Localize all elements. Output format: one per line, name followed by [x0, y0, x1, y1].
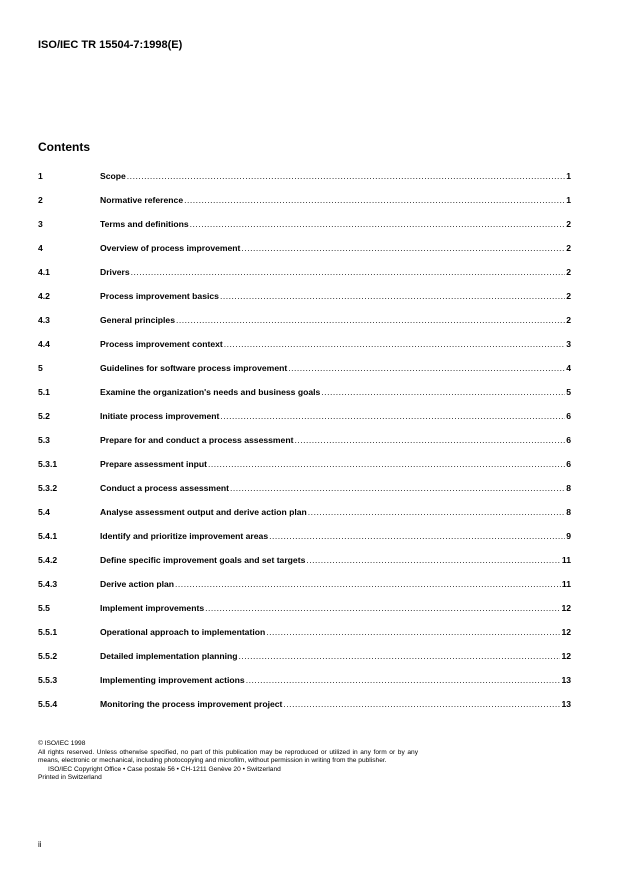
toc-entry-page[interactable]: 13 — [561, 699, 571, 709]
toc-entry-title[interactable]: Terms and definitions — [100, 219, 189, 229]
toc-dot-leader — [308, 507, 565, 517]
toc-entry-title[interactable]: Guidelines for software process improvement — [100, 363, 288, 373]
toc-entry[interactable] — [38, 476, 571, 500]
toc-entry-body — [100, 651, 571, 661]
toc-entry[interactable] — [38, 692, 571, 716]
toc-entry-page[interactable]: 12 — [561, 651, 571, 661]
toc-entry-page[interactable]: 8 — [566, 483, 571, 493]
toc-entry[interactable] — [38, 548, 571, 572]
toc-entry[interactable] — [38, 380, 571, 404]
toc-entry-number: 2 — [38, 195, 43, 205]
copyright-notice — [38, 740, 418, 783]
toc-entry-page[interactable]: 1 — [566, 195, 571, 205]
toc-entry-page[interactable]: 11 — [561, 579, 571, 589]
toc-entry-page[interactable]: 5 — [566, 387, 571, 397]
toc-entry-title[interactable]: Implement improvements — [100, 603, 205, 613]
toc-dot-leader — [239, 651, 561, 661]
toc-entry-page[interactable]: 2 — [566, 243, 571, 253]
toc-dot-leader — [269, 531, 565, 541]
toc-entry[interactable] — [38, 620, 571, 644]
toc-entry-page[interactable]: 11 — [561, 555, 571, 565]
toc-entry-title[interactable]: Prepare for and conduct a process assessment — [100, 435, 294, 445]
toc-dot-leader — [266, 627, 560, 637]
page-number: ii — [38, 840, 42, 849]
toc-dot-leader — [176, 315, 565, 325]
toc-entry-body — [100, 363, 571, 373]
toc-dot-leader — [220, 291, 565, 301]
toc-dot-leader — [184, 195, 565, 205]
toc-entry-title[interactable]: Initiate process improvement — [100, 411, 220, 421]
toc-dot-leader — [208, 459, 565, 469]
toc-entry-page[interactable]: 1 — [566, 171, 571, 181]
toc-entry-title[interactable]: Overview of process improvement — [100, 243, 241, 253]
toc-entry-number: 4.2 — [38, 291, 50, 301]
toc-entry-body — [100, 411, 571, 421]
toc-entry-number: 4.1 — [38, 267, 50, 277]
toc-entry-body — [100, 435, 571, 445]
toc-entry-body — [100, 195, 571, 205]
toc-entry-page[interactable]: 12 — [561, 627, 571, 637]
contents-heading: Contents — [38, 140, 90, 154]
toc-entry-number: 5.1 — [38, 387, 50, 397]
toc-entry-body — [100, 531, 571, 541]
toc-dot-leader — [224, 339, 565, 349]
toc-dot-leader — [131, 267, 566, 277]
toc-entry-page[interactable]: 2 — [566, 291, 571, 301]
toc-entry-number: 5.5.3 — [38, 675, 58, 685]
toc-entry-title[interactable]: Conduct a process assessment — [100, 483, 229, 493]
toc-entry-body — [100, 339, 571, 349]
toc-entry[interactable] — [38, 644, 571, 668]
toc-entry[interactable] — [38, 332, 571, 356]
rights-statement: All rights reserved. Unless otherwise specified, no part of this publication may be reproduced or utilized in any form or by any means, electronic or mechanical, including photocopying and microfilm, without permission in writing from the publisher. — [38, 748, 418, 765]
toc-entry-body — [100, 603, 571, 613]
toc-entry-page[interactable]: 8 — [566, 507, 571, 517]
copyright-line: © ISO/IEC 1998 — [38, 740, 86, 747]
toc-entry[interactable] — [38, 500, 571, 524]
toc-entry-title[interactable]: Derive action plan — [100, 579, 175, 589]
toc-entry-page[interactable]: 6 — [566, 459, 571, 469]
toc-entry-body — [100, 483, 571, 493]
toc-entry[interactable] — [38, 212, 571, 236]
toc-dot-leader — [283, 699, 560, 709]
toc-entry[interactable] — [38, 308, 571, 332]
toc-entry[interactable] — [38, 236, 571, 260]
toc-entry-number: 4.4 — [38, 339, 50, 349]
toc-entry-body — [100, 579, 571, 589]
toc-entry-page[interactable]: 4 — [566, 363, 571, 373]
toc-entry-number: 5.4 — [38, 507, 50, 517]
toc-entry[interactable] — [38, 524, 571, 548]
toc-entry-title[interactable]: Drivers — [100, 267, 130, 277]
toc-entry-number: 5.3.1 — [38, 459, 58, 469]
toc-dot-leader — [288, 363, 565, 373]
toc-entry[interactable] — [38, 428, 571, 452]
toc-entry-page[interactable]: 2 — [566, 219, 571, 229]
toc-entry-title[interactable]: General principles — [100, 315, 175, 325]
toc-entry[interactable] — [38, 572, 571, 596]
toc-entry-title[interactable]: Operational approach to implementation — [100, 627, 266, 637]
toc-dot-leader — [205, 603, 560, 613]
toc-entry-title[interactable]: Monitoring the process improvement project — [100, 699, 283, 709]
toc-entry-body — [100, 291, 571, 301]
toc-entry-number: 5.3.2 — [38, 483, 58, 493]
toc-entry-title[interactable]: Identify and prioritize improvement areas — [100, 531, 269, 541]
toc-entry-title[interactable]: Analyse assessment output and derive action plan — [100, 507, 307, 517]
toc-entry-body — [100, 267, 571, 277]
toc-entry[interactable] — [38, 164, 571, 188]
toc-entry-page[interactable]: 6 — [566, 435, 571, 445]
toc-entry-body — [100, 459, 571, 469]
toc-entry-page[interactable]: 2 — [566, 315, 571, 325]
toc-entry-body — [100, 243, 571, 253]
printed-in: Printed in Switzerland — [38, 774, 102, 782]
toc-entry-title[interactable]: Examine the organization's needs and business goals — [100, 387, 321, 397]
toc-entry-number: 4 — [38, 243, 43, 253]
toc-entry-number: 5 — [38, 363, 43, 373]
toc-entry-body — [100, 171, 571, 181]
toc-entry[interactable] — [38, 356, 571, 380]
toc-entry-number: 5.5 — [38, 603, 50, 613]
toc-entry-body — [100, 627, 571, 637]
toc-entry[interactable] — [38, 452, 571, 476]
toc-dot-leader — [294, 435, 565, 445]
toc-entry[interactable] — [38, 284, 571, 308]
toc-entry-page[interactable]: 13 — [561, 675, 571, 685]
toc-entry-number: 5.5.4 — [38, 699, 58, 709]
toc-entry-page[interactable]: 9 — [566, 531, 571, 541]
toc-entry-number: 5.5.2 — [38, 651, 58, 661]
toc-entry-body — [100, 555, 571, 565]
toc-entry-number: 3 — [38, 219, 43, 229]
toc-entry-body — [100, 387, 571, 397]
table-of-contents — [38, 164, 571, 716]
toc-entry-body — [100, 219, 571, 229]
toc-entry-number: 4.3 — [38, 315, 50, 325]
toc-entry-title[interactable]: Scope — [100, 171, 126, 181]
toc-dot-leader — [190, 219, 566, 229]
toc-entry-page[interactable]: 6 — [566, 411, 571, 421]
toc-entry-title[interactable]: Detailed implementation planning — [100, 651, 238, 661]
toc-entry-number: 5.4.2 — [38, 555, 58, 565]
toc-entry[interactable] — [38, 188, 571, 212]
toc-entry-number: 1 — [38, 171, 43, 181]
toc-entry-title[interactable]: Define specific improvement goals and set targets — [100, 555, 306, 565]
toc-entry-title[interactable]: Process improvement context — [100, 339, 223, 349]
toc-entry-title[interactable]: Prepare assessment input — [100, 459, 207, 469]
toc-dot-leader — [321, 387, 565, 397]
toc-entry[interactable] — [38, 596, 571, 620]
toc-entry-number: 5.4.1 — [38, 531, 58, 541]
copyright-office-address: ISO/IEC Copyright Office • Case postale 56 • CH-1211 Genève 20 • Switzerland — [48, 765, 281, 773]
toc-entry-number: 5.2 — [38, 411, 50, 421]
toc-entry-number: 5.3 — [38, 435, 50, 445]
document-identifier: ISO/IEC TR 15504-7:1998(E) — [38, 39, 183, 51]
toc-entry[interactable] — [38, 404, 571, 428]
toc-dot-leader — [127, 171, 565, 181]
toc-entry-body — [100, 699, 571, 709]
toc-entry-page[interactable]: 2 — [566, 267, 571, 277]
toc-entry-title[interactable]: Normative reference — [100, 195, 184, 205]
toc-entry-body — [100, 507, 571, 517]
toc-entry-title[interactable]: Process improvement basics — [100, 291, 219, 301]
toc-dot-leader — [306, 555, 561, 565]
toc-entry-page[interactable]: 3 — [566, 339, 571, 349]
toc-dot-leader — [246, 675, 561, 685]
toc-entry-number: 5.5.1 — [38, 627, 58, 637]
toc-entry-page[interactable]: 12 — [561, 603, 571, 613]
toc-dot-leader — [175, 579, 561, 589]
toc-entry[interactable] — [38, 260, 571, 284]
toc-dot-leader — [220, 411, 565, 421]
toc-dot-leader — [241, 243, 565, 253]
toc-entry-number: 5.4.3 — [38, 579, 58, 589]
toc-entry-body — [100, 675, 571, 685]
toc-dot-leader — [230, 483, 565, 493]
toc-entry-title[interactable]: Implementing improvement actions — [100, 675, 245, 685]
toc-entry-body — [100, 315, 571, 325]
toc-entry[interactable] — [38, 668, 571, 692]
